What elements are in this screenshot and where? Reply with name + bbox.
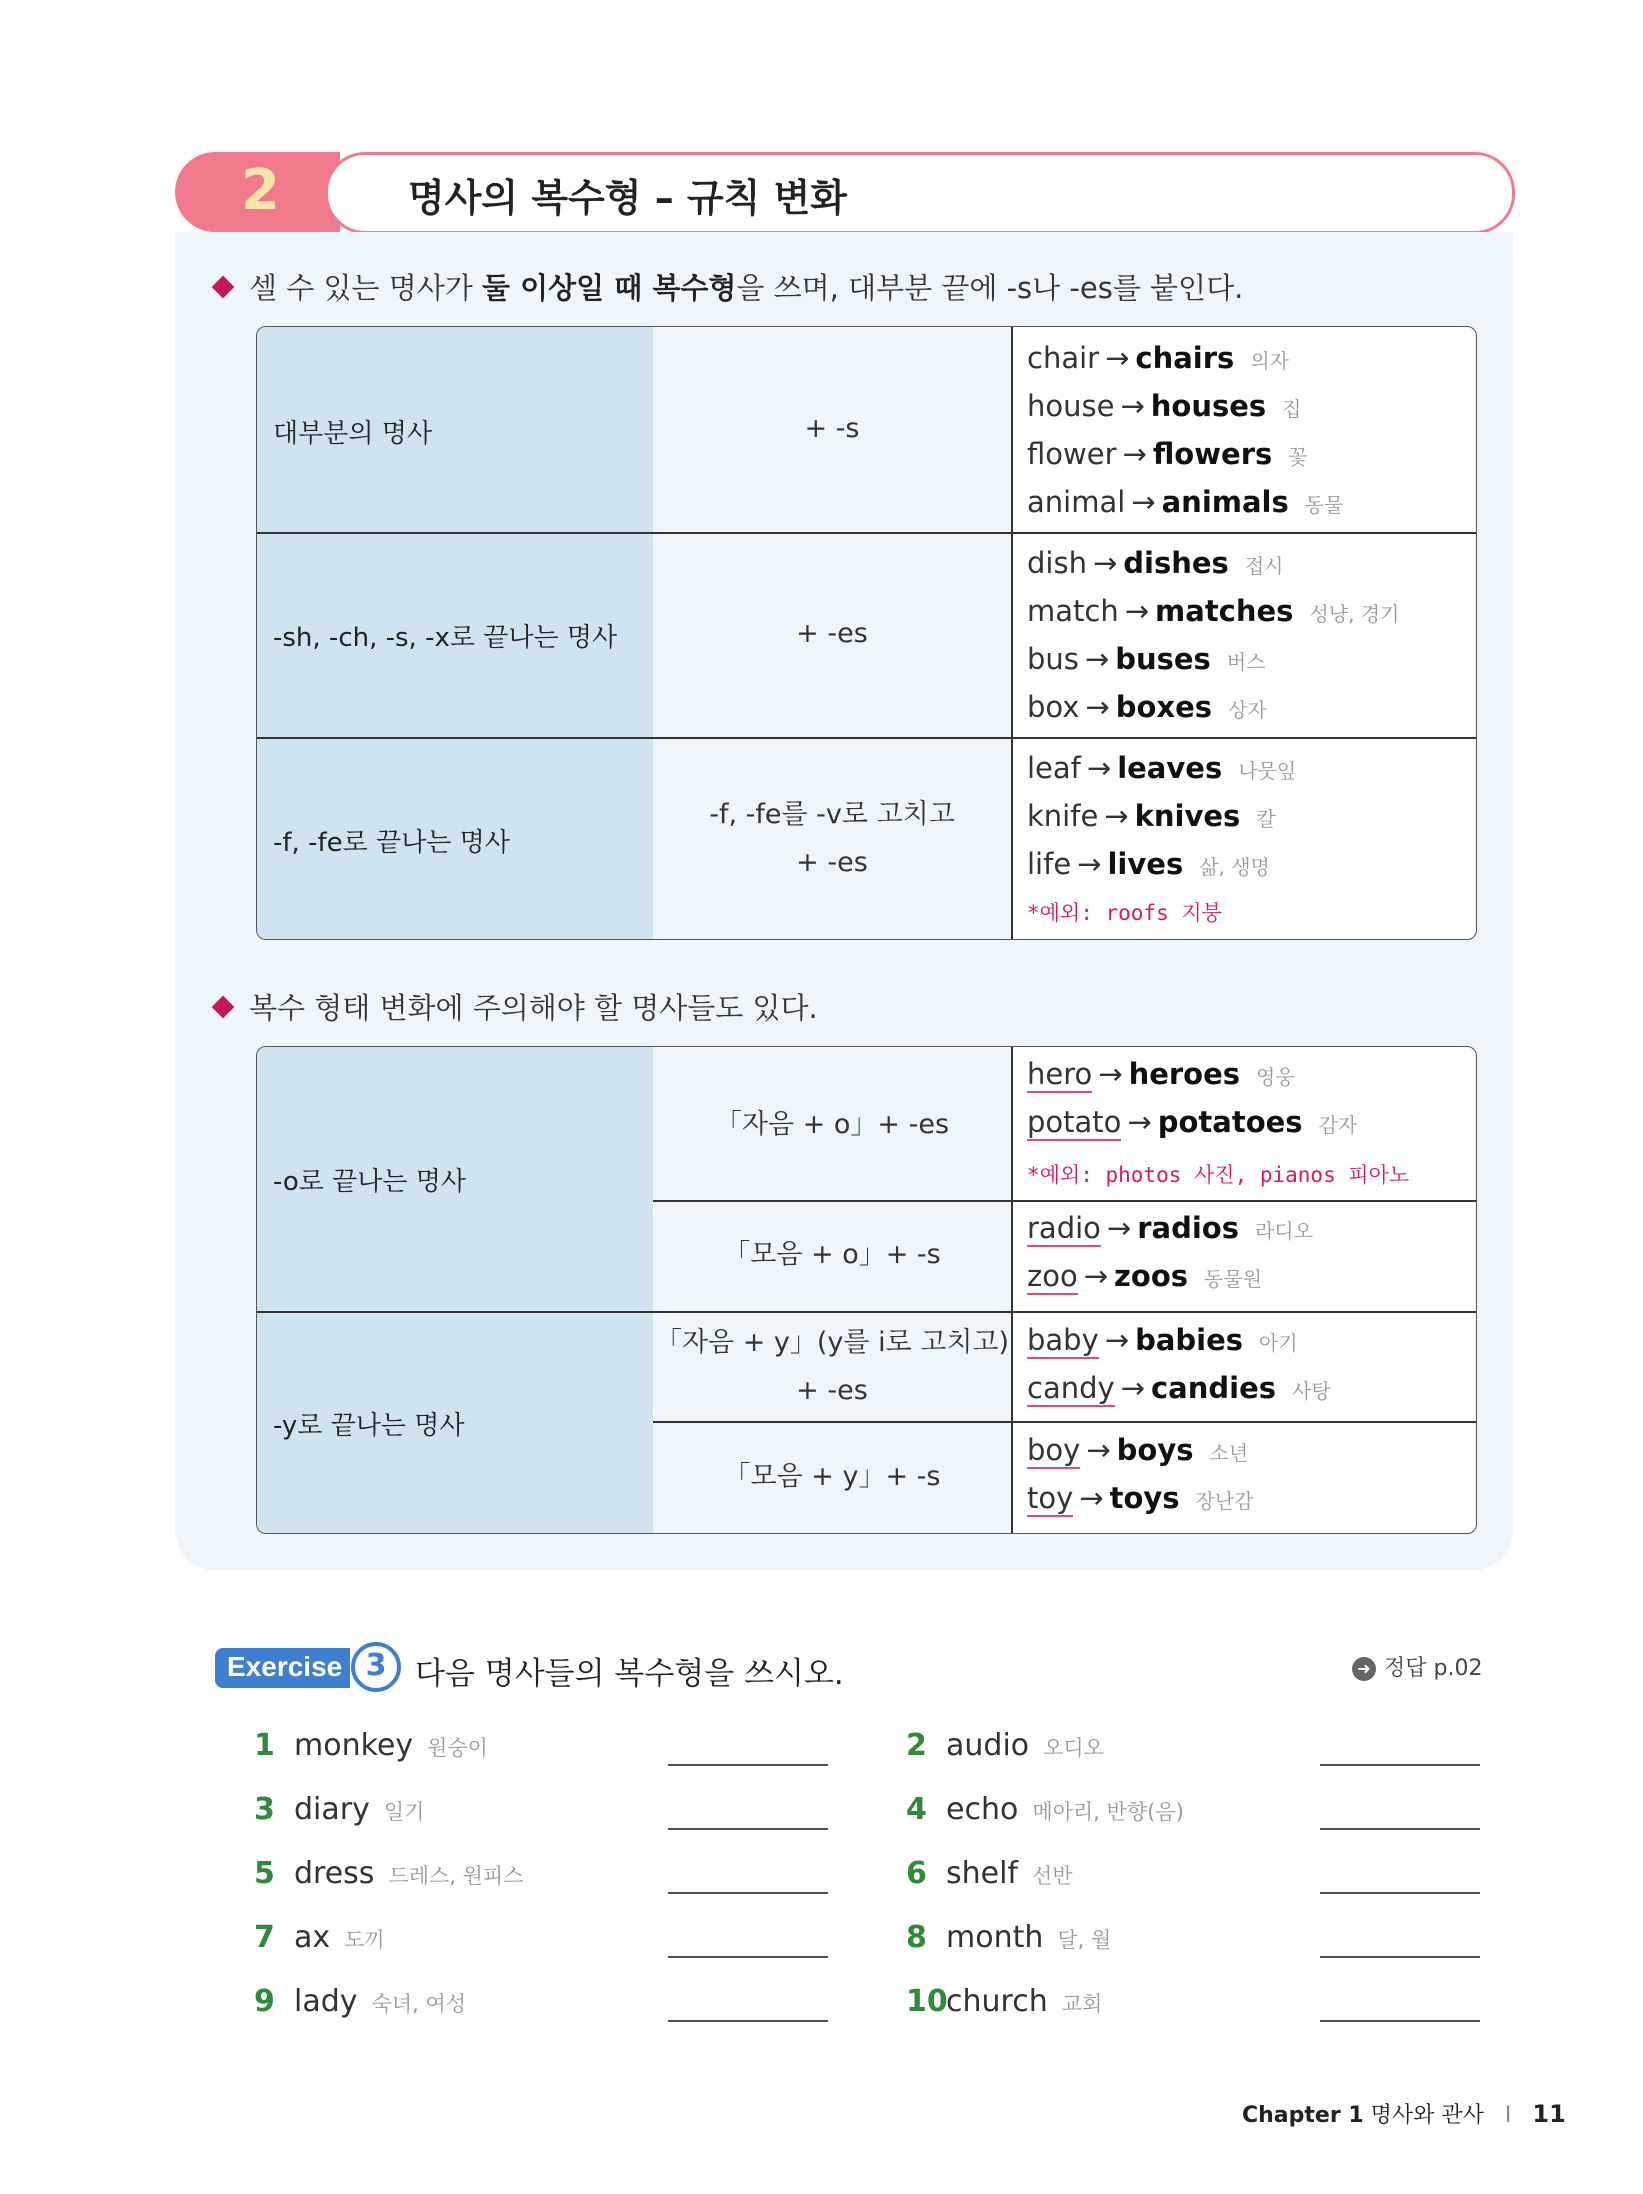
example: candy → candies 사탕 bbox=[1027, 1371, 1331, 1405]
section-header bbox=[175, 152, 1513, 232]
bullet-point-1 bbox=[215, 266, 1243, 307]
footer-separator: I bbox=[1504, 2103, 1512, 2128]
example: bus → buses 버스 bbox=[1027, 642, 1266, 676]
label-column bbox=[257, 1047, 653, 1533]
answer-blank[interactable] bbox=[1320, 1764, 1480, 1766]
exercise-item: 2 audio 오디오 bbox=[906, 1728, 1104, 1763]
row-rule: + -s bbox=[804, 413, 860, 444]
example: baby → babies 아기 bbox=[1027, 1323, 1298, 1357]
row-divider bbox=[653, 1200, 1476, 1202]
row-rule-line-1: 「자음 + y」(y를 i로 고치고) bbox=[654, 1327, 1010, 1358]
bullet-1-pre: 셀 수 있는 명사가 bbox=[249, 271, 482, 305]
example: life → lives 삶, 생명 bbox=[1027, 847, 1270, 881]
example: flower → flowers 꽃 bbox=[1027, 437, 1308, 471]
row-rule-line-2: + -es bbox=[796, 1375, 868, 1406]
bullet-1-post: 을 쓰며, 대부분 끝에 -s나 -es를 붙인다. bbox=[736, 271, 1244, 305]
arrow-right-circle-icon: ➜ bbox=[1352, 1657, 1376, 1681]
exercise-item: 3 diary 일기 bbox=[254, 1792, 425, 1827]
section-number: 2 bbox=[241, 158, 280, 223]
exercise-item: 6 shelf 선반 bbox=[906, 1856, 1073, 1891]
column-divider bbox=[1011, 327, 1013, 939]
row-label: -sh, -ch, -s, -x로 끝나는 명사 bbox=[273, 623, 618, 653]
example: dish → dishes 접시 bbox=[1027, 546, 1284, 580]
answer-blank[interactable] bbox=[668, 2020, 828, 2022]
example: boy → boys 소년 bbox=[1027, 1433, 1249, 1467]
example: potato → potatoes 감자 bbox=[1027, 1105, 1358, 1139]
exercise-label: Exercise bbox=[227, 1651, 343, 1682]
answer-blank[interactable] bbox=[668, 1956, 828, 1958]
row-rule: + -es bbox=[796, 618, 868, 649]
row-label: -o로 끝나는 명사 bbox=[273, 1167, 466, 1197]
row-divider bbox=[257, 1311, 1476, 1313]
diamond-bullet-icon bbox=[212, 996, 235, 1019]
column-divider bbox=[1011, 1047, 1013, 1533]
row-divider bbox=[257, 737, 1476, 739]
example: zoo → zoos 동물원 bbox=[1027, 1259, 1262, 1293]
answer-page: 정답 p.02 bbox=[1384, 1656, 1483, 1681]
example: leaf → leaves 나뭇잎 bbox=[1027, 751, 1297, 785]
page-number: 11 bbox=[1532, 2100, 1566, 2128]
exercise-number: 3 bbox=[365, 1648, 387, 1683]
answer-blank[interactable] bbox=[668, 1764, 828, 1766]
exception-note: *예외: roofs 지붕 bbox=[1027, 901, 1222, 925]
answer-blank[interactable] bbox=[668, 1828, 828, 1830]
example: animal → animals 동물 bbox=[1027, 485, 1344, 519]
exercise-item: 7 ax 도끼 bbox=[254, 1920, 385, 1955]
row-rule-line-2: + -es bbox=[796, 847, 868, 878]
section-title-box bbox=[325, 152, 1515, 234]
example: match → matches 성냥, 경기 bbox=[1027, 594, 1400, 628]
answer-blank[interactable] bbox=[1320, 1892, 1480, 1894]
diamond-bullet-icon bbox=[212, 276, 235, 299]
example: house → houses 집 bbox=[1027, 389, 1302, 423]
row-rule-line-1: -f, -fe를 -v로 고치고 bbox=[709, 799, 955, 830]
exercise-item: 9 lady 숙녀, 여성 bbox=[254, 1984, 467, 2019]
row-label: -y로 끝나는 명사 bbox=[273, 1411, 465, 1441]
answer-blank[interactable] bbox=[1320, 1956, 1480, 1958]
exercise-item: 1 monkey 원숭이 bbox=[254, 1728, 488, 1763]
page-footer bbox=[1242, 2098, 1566, 2129]
answer-blank[interactable] bbox=[1320, 1828, 1480, 1830]
example: hero → heroes 영웅 bbox=[1027, 1057, 1295, 1091]
chapter-title: 명사와 관사 bbox=[1370, 2103, 1484, 2128]
row-rule: 「모음 + y」+ -s bbox=[723, 1461, 941, 1492]
example: box → boxes 상자 bbox=[1027, 690, 1267, 724]
exercise-title: 다음 명사들의 복수형을 쓰시오. bbox=[415, 1656, 844, 1692]
chapter-label: Chapter 1 bbox=[1242, 2103, 1364, 2128]
example: knife → knives 칼 bbox=[1027, 799, 1276, 833]
row-rule: 「자음 + o」+ -es bbox=[714, 1109, 950, 1140]
exercise-pill bbox=[215, 1648, 350, 1688]
exercise-item: 10church 교회 bbox=[906, 1984, 1103, 2019]
bullet-point-2 bbox=[215, 986, 818, 1027]
row-rule: 「모음 + o」+ -s bbox=[723, 1239, 941, 1270]
answer-blank[interactable] bbox=[1320, 2020, 1480, 2022]
exercise-item: 8 month 달, 월 bbox=[906, 1920, 1112, 1955]
section-title: 명사의 복수형 – 규칙 변화 bbox=[408, 176, 847, 220]
bullet-2-text: 복수 형태 변화에 주의해야 할 명사들도 있다. bbox=[249, 991, 818, 1025]
row-divider bbox=[653, 1421, 1476, 1423]
exercise-number-circle bbox=[351, 1642, 401, 1692]
bullet-1-bold: 둘 이상일 때 복수형 bbox=[481, 271, 737, 305]
example: toy → toys 장난감 bbox=[1027, 1481, 1254, 1515]
example: radio → radios 라디오 bbox=[1027, 1211, 1313, 1245]
exercise-item: 5 dress 드레스, 원피스 bbox=[254, 1856, 524, 1891]
row-divider bbox=[257, 532, 1476, 534]
answer-reference bbox=[1352, 1651, 1482, 1682]
exercise-item: 4 echo 메아리, 반향(음) bbox=[906, 1792, 1184, 1827]
example: chair → chairs 의자 bbox=[1027, 341, 1289, 375]
exception-note: *예외: photos 사진, pianos 피아노 bbox=[1027, 1163, 1410, 1187]
special-plural-table bbox=[256, 1046, 1477, 1534]
plural-rules-table bbox=[256, 326, 1477, 940]
row-label: 대부분의 명사 bbox=[273, 419, 432, 449]
row-label: -f, -fe로 끝나는 명사 bbox=[273, 828, 510, 858]
section-number-tab bbox=[175, 152, 340, 232]
answer-blank[interactable] bbox=[668, 1892, 828, 1894]
